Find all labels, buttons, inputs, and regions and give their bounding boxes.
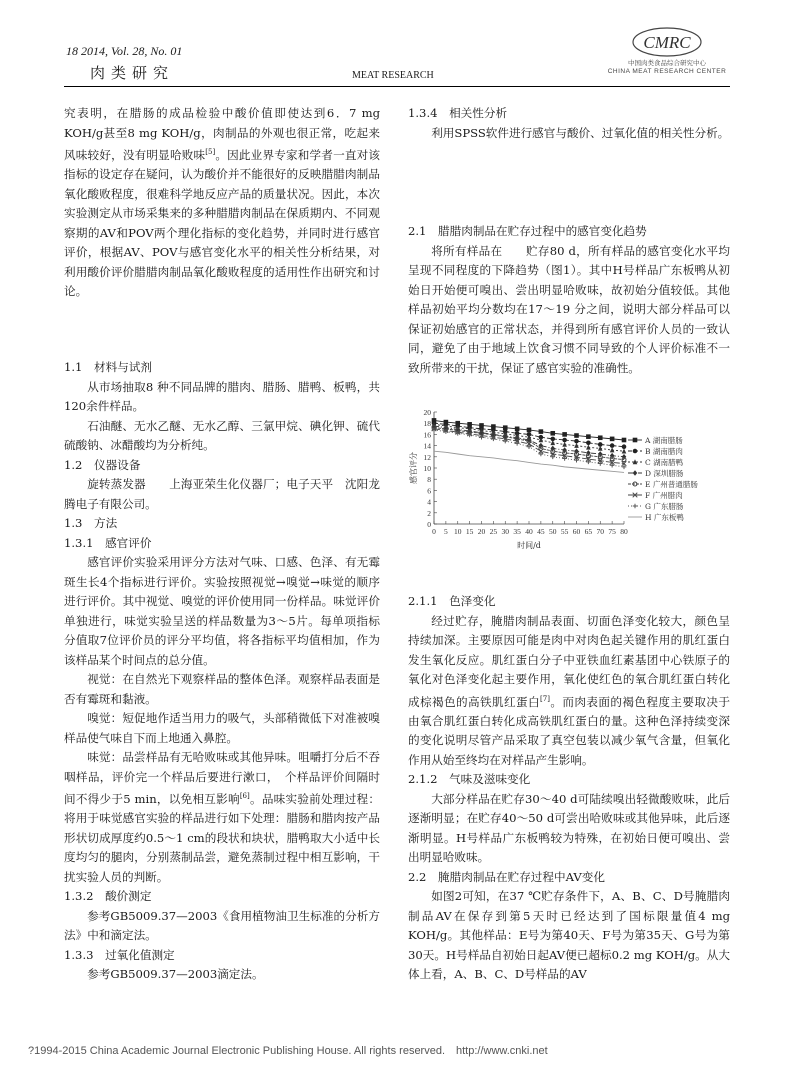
logo-text: CMRC — [643, 33, 691, 52]
legend-entry: E 广州普通腊肠 — [645, 480, 698, 489]
header-rule — [64, 86, 730, 87]
y-tick-label: 8 — [427, 475, 431, 485]
data-point — [622, 444, 627, 449]
data-point — [527, 428, 532, 433]
y-tick-label: 4 — [427, 497, 431, 507]
section-1-3-2-title: 1.3.2 酸价测定 — [64, 889, 152, 904]
section-1-3-3-title: 1.3.3 过氧化值测定 — [64, 947, 175, 962]
y-tick-label: 0 — [427, 520, 431, 529]
section-1-3-2-p1: 参考GB5009.37—2003《食用植物油卫生标准的分析方法》中和滴定法。 — [64, 908, 380, 943]
section-2-1-2-p1: 大部分样品在贮存30～40 d可陆续嗅出轻微酸败味，此后逐渐明显；在贮存40～50 d可尝出哈败味或其他异味，此后逐渐明显。H号样品广东板鸭较为特殊，在初始日便可嗅出、尝出明显哈败味。 — [408, 791, 730, 865]
section-2-1-2-title: 2.1.2 气味及滋味变化 — [408, 772, 531, 787]
y-tick-label: 12 — [423, 452, 431, 462]
section-1-2-p1: 旋转蒸发器 上海亚荣生化仪器厂；电子天平 沈阳龙腾电子有限公司。 — [64, 477, 380, 511]
logo-cn: 中国肉类食品综合研究中心 — [628, 59, 706, 67]
section-1-3-4-p1: 利用SPSS软件进行感官与酸价、过氧化值的相关性分析。 — [431, 125, 730, 140]
data-point — [586, 434, 591, 439]
data-point — [610, 443, 615, 448]
x-tick-label: 50 — [549, 527, 557, 536]
section-1-3-4-title: 1.3.4 相关性分析 — [408, 106, 508, 120]
page-info: 18 2014, Vol. 28, No. 01 — [66, 44, 183, 58]
section-1-3-1-p4: 味觉：品尝样品有无哈败味或其他异味。咀嚼打分后不吞咽样品，评价完一个样品后要进行漱口， 个样品评价间隔时间不得少于5 min，以免相互影响[6]。品味实验前处理过程：将用于味觉感官实验的样品进行如下处理：腊肠和腊肉按产品形状切成厚度约0.5～1 cm的段状和块状，腊鸭取大小适中长度均匀的腿肉，分别蒸制品尝，避免蒸制过程中相互影响，干扰实验人员的判断。 — [64, 750, 380, 884]
data-point — [622, 448, 627, 453]
x-tick-label: 10 — [454, 527, 462, 536]
section-1-3-1-p1: 感官评价实验采用评分方法对气味、口感、色泽、有无霉斑生长4个指标进行评价。实验按照视觉→嗅觉→味觉的顺序进行评价。其中视觉、嗅觉的评价使用同一份样品。味觉评价单独进行，味觉实验呈送的样品数量为3～5片。每单项指标分值取7位评价员的评分平均值，将各指标平均值相加，作为该样品某个时间点的总分值。 — [64, 555, 380, 667]
data-point — [598, 446, 603, 451]
right-column-top — [408, 104, 730, 143]
legend-marker — [633, 449, 638, 454]
legend-entry: D 深圳腊肠 — [645, 469, 684, 478]
data-point — [550, 431, 555, 436]
section-1-3-3-p1: 参考GB5009.37—2003滴定法。 — [87, 967, 264, 982]
intro-paragraph: 究表明，在腊肠的成品检验中酸价值即使达到6．7 mg KOH/g甚至8 mg KOH/g，肉制品的外观也很正常，吃起来风味较好，没有明显哈败味[5]。因此业界专家和学者一直对该指标的设定存在疑问，认为酸价并不能很好的反映腊腊肉制品氧化酸败程度，很难科学地反应产品的质量状况。因此，本次实验测定从市场采集来的多种腊腊肉制品在保质期内、不同观察期的AV和POV两个理化指标的变化趋势，并同时进行感官评价，根据AV、POV与感官变化水平的相关性分析结果，对利用酸价评价腊腊肉制品氧化酸败程度的适用性作出研究和讨论。 — [64, 106, 380, 299]
x-tick-label: 70 — [596, 527, 604, 536]
data-point — [550, 440, 555, 445]
x-tick-label: 20 — [477, 527, 486, 536]
data-point — [574, 439, 579, 444]
section-2-1-title: 2.1 腊腊肉制品在贮存过程中的感官变化趋势 — [408, 224, 647, 238]
x-tick-label: 15 — [465, 527, 474, 536]
x-tick-label: 40 — [525, 527, 533, 536]
data-point — [562, 438, 567, 443]
data-point — [610, 437, 615, 442]
y-axis-label: 感官评分 — [409, 452, 418, 484]
x-tick-label: 35 — [513, 527, 521, 536]
section-1-2-title: 1.2 仪器设备 — [64, 457, 141, 472]
y-tick-label: 14 — [423, 441, 431, 451]
legend-entry: G 广东腊肠 — [645, 502, 684, 511]
data-point — [622, 438, 627, 443]
y-tick-label: 10 — [423, 464, 431, 473]
x-tick-label: 45 — [537, 527, 545, 536]
left-column — [64, 104, 380, 302]
data-point — [539, 429, 544, 434]
data-point — [598, 435, 603, 440]
section-2-2-title: 2.2 腌腊肉制品在贮存过程中AV变化 — [408, 869, 605, 884]
section-2-2-p1: 如图2可知，在37 ℃贮存条件下，A、B、C、D号腌腊肉制品AV在保存到第5天时已经达到了国标限量值4 mg KOH/g。其他样品：E号为第40天、F号为第35天、G号为第30天。H号样品自初始日起AV便已超标0.2 mg KOH/g。从大体上看，A、B、C、D号样品的AV — [408, 889, 730, 982]
right-column-section-2-1 — [408, 222, 730, 378]
logo-en: CHINA MEAT RESEARCH CENTER — [607, 68, 727, 75]
data-point — [574, 433, 579, 438]
x-tick-label: 55 — [560, 527, 569, 536]
x-tick-label: 30 — [501, 527, 509, 536]
data-point — [515, 427, 520, 432]
x-tick-label: 0 — [432, 527, 436, 536]
legend-entry: C 湖南腊鸭 — [645, 458, 684, 467]
x-axis-label: 时间/d — [517, 541, 541, 550]
section-1-1-p2: 石油醚、无水乙醚、无水乙醇、三氯甲烷、碘化钾、硫代硫酸钠、冰醋酸均为分析纯。 — [64, 418, 380, 452]
legend-marker — [633, 504, 638, 509]
x-tick-label: 75 — [608, 527, 616, 536]
legend-entry: A 湖南腊肠 — [645, 436, 683, 445]
y-tick-label: 18 — [423, 419, 431, 429]
section-1-1-title: 1.1 材料与试剂 — [64, 360, 153, 374]
data-point — [586, 441, 591, 446]
x-tick-label: 25 — [489, 527, 498, 536]
copyright-footer: ?1994-2015 China Academic Journal Electronic Publishing House. All rights reserved. http://www.cnki.net — [28, 1045, 548, 1057]
journal-title-cn: 肉类研究 — [90, 64, 175, 82]
data-point — [562, 432, 567, 437]
legend-entry: H 广东板鸭 — [645, 513, 684, 522]
left-column-lower — [64, 358, 380, 985]
x-tick-label: 60 — [572, 527, 581, 536]
y-tick-label: 16 — [423, 430, 431, 440]
legend-entry: F 广州腊肉 — [645, 491, 683, 500]
section-1-3-1-title: 1.3.1 感官评价 — [64, 535, 152, 550]
legend-entry: B 湖南腊肉 — [645, 447, 683, 456]
journal-title-en: MEAT RESEARCH — [352, 70, 434, 81]
y-tick-label: 2 — [427, 508, 431, 518]
section-1-3-1-p2: 视觉：在自然光下观察样品的整体色泽。观察样品表面是否有霉斑和黏液。 — [64, 672, 380, 706]
section-1-3-title: 1.3 方法 — [64, 516, 118, 530]
legend-marker — [633, 470, 638, 476]
data-point — [574, 443, 579, 448]
x-tick-label: 80 — [620, 527, 628, 536]
section-1-3-1-p3: 嗅觉：短促地作适当用力的吸气，头部稍微低下对准被嗅样品使气味自下而上地通入鼻腔。 — [64, 711, 380, 745]
x-tick-label: 65 — [584, 527, 593, 536]
section-2-1-1-title: 2.1.1 色泽变化 — [408, 594, 496, 608]
y-tick-label: 20 — [423, 408, 431, 417]
right-column-lower — [408, 592, 730, 985]
x-tick-label: 5 — [444, 527, 448, 536]
section-2-1-p1: 将所有样品在 贮存80 d，所有样品的感官变化水平均呈现不同程度的下降趋势（图1）。其中H号样品广东板鸭从初始日开始便可嗅出、尝出明显哈败味，故初始分值较低。其他样品初始平均分数均在17～19 分之间，说明大部分样品可以保证初始感官的正常状态，并得到所有感官评价人员的一致认同，避免了由于地域上饮食习惯不同导致的个人评价标准不一致所带来的干扰，保证了感官实验的准确性。 — [408, 243, 730, 375]
data-point — [503, 425, 508, 430]
legend-marker — [633, 438, 638, 443]
sensory-score-chart — [406, 406, 726, 551]
y-tick-label: 6 — [427, 486, 431, 496]
section-1-1-p1: 从市场抽取8 种不同品牌的腊肉、腊肠、腊鸭、板鸭，共120余件样品。 — [64, 379, 380, 413]
series-line — [434, 451, 624, 472]
section-2-1-1-p1: 经过贮存，腌腊肉制品表面、切面色泽变化较大，颜色呈持续加深。主要原因可能是肉中对肉色起关键作用的肌红蛋白发生氧化反应。肌红蛋白分子中亚铁血红素基团中心铁原子的氧化对色泽变化起主要作用，氧化使红色的氧合肌红蛋白转化成棕褐色的高铁肌红蛋白[7]。而肉表面的褐色程度主要取决于由氧合肌红蛋白转化成高铁肌红蛋白的量。这种色泽持续变深的变化说明尽管产品采取了真空包装以减少氧气含量，但氧化作用从始至终均在对样品产生影响。 — [408, 613, 730, 767]
